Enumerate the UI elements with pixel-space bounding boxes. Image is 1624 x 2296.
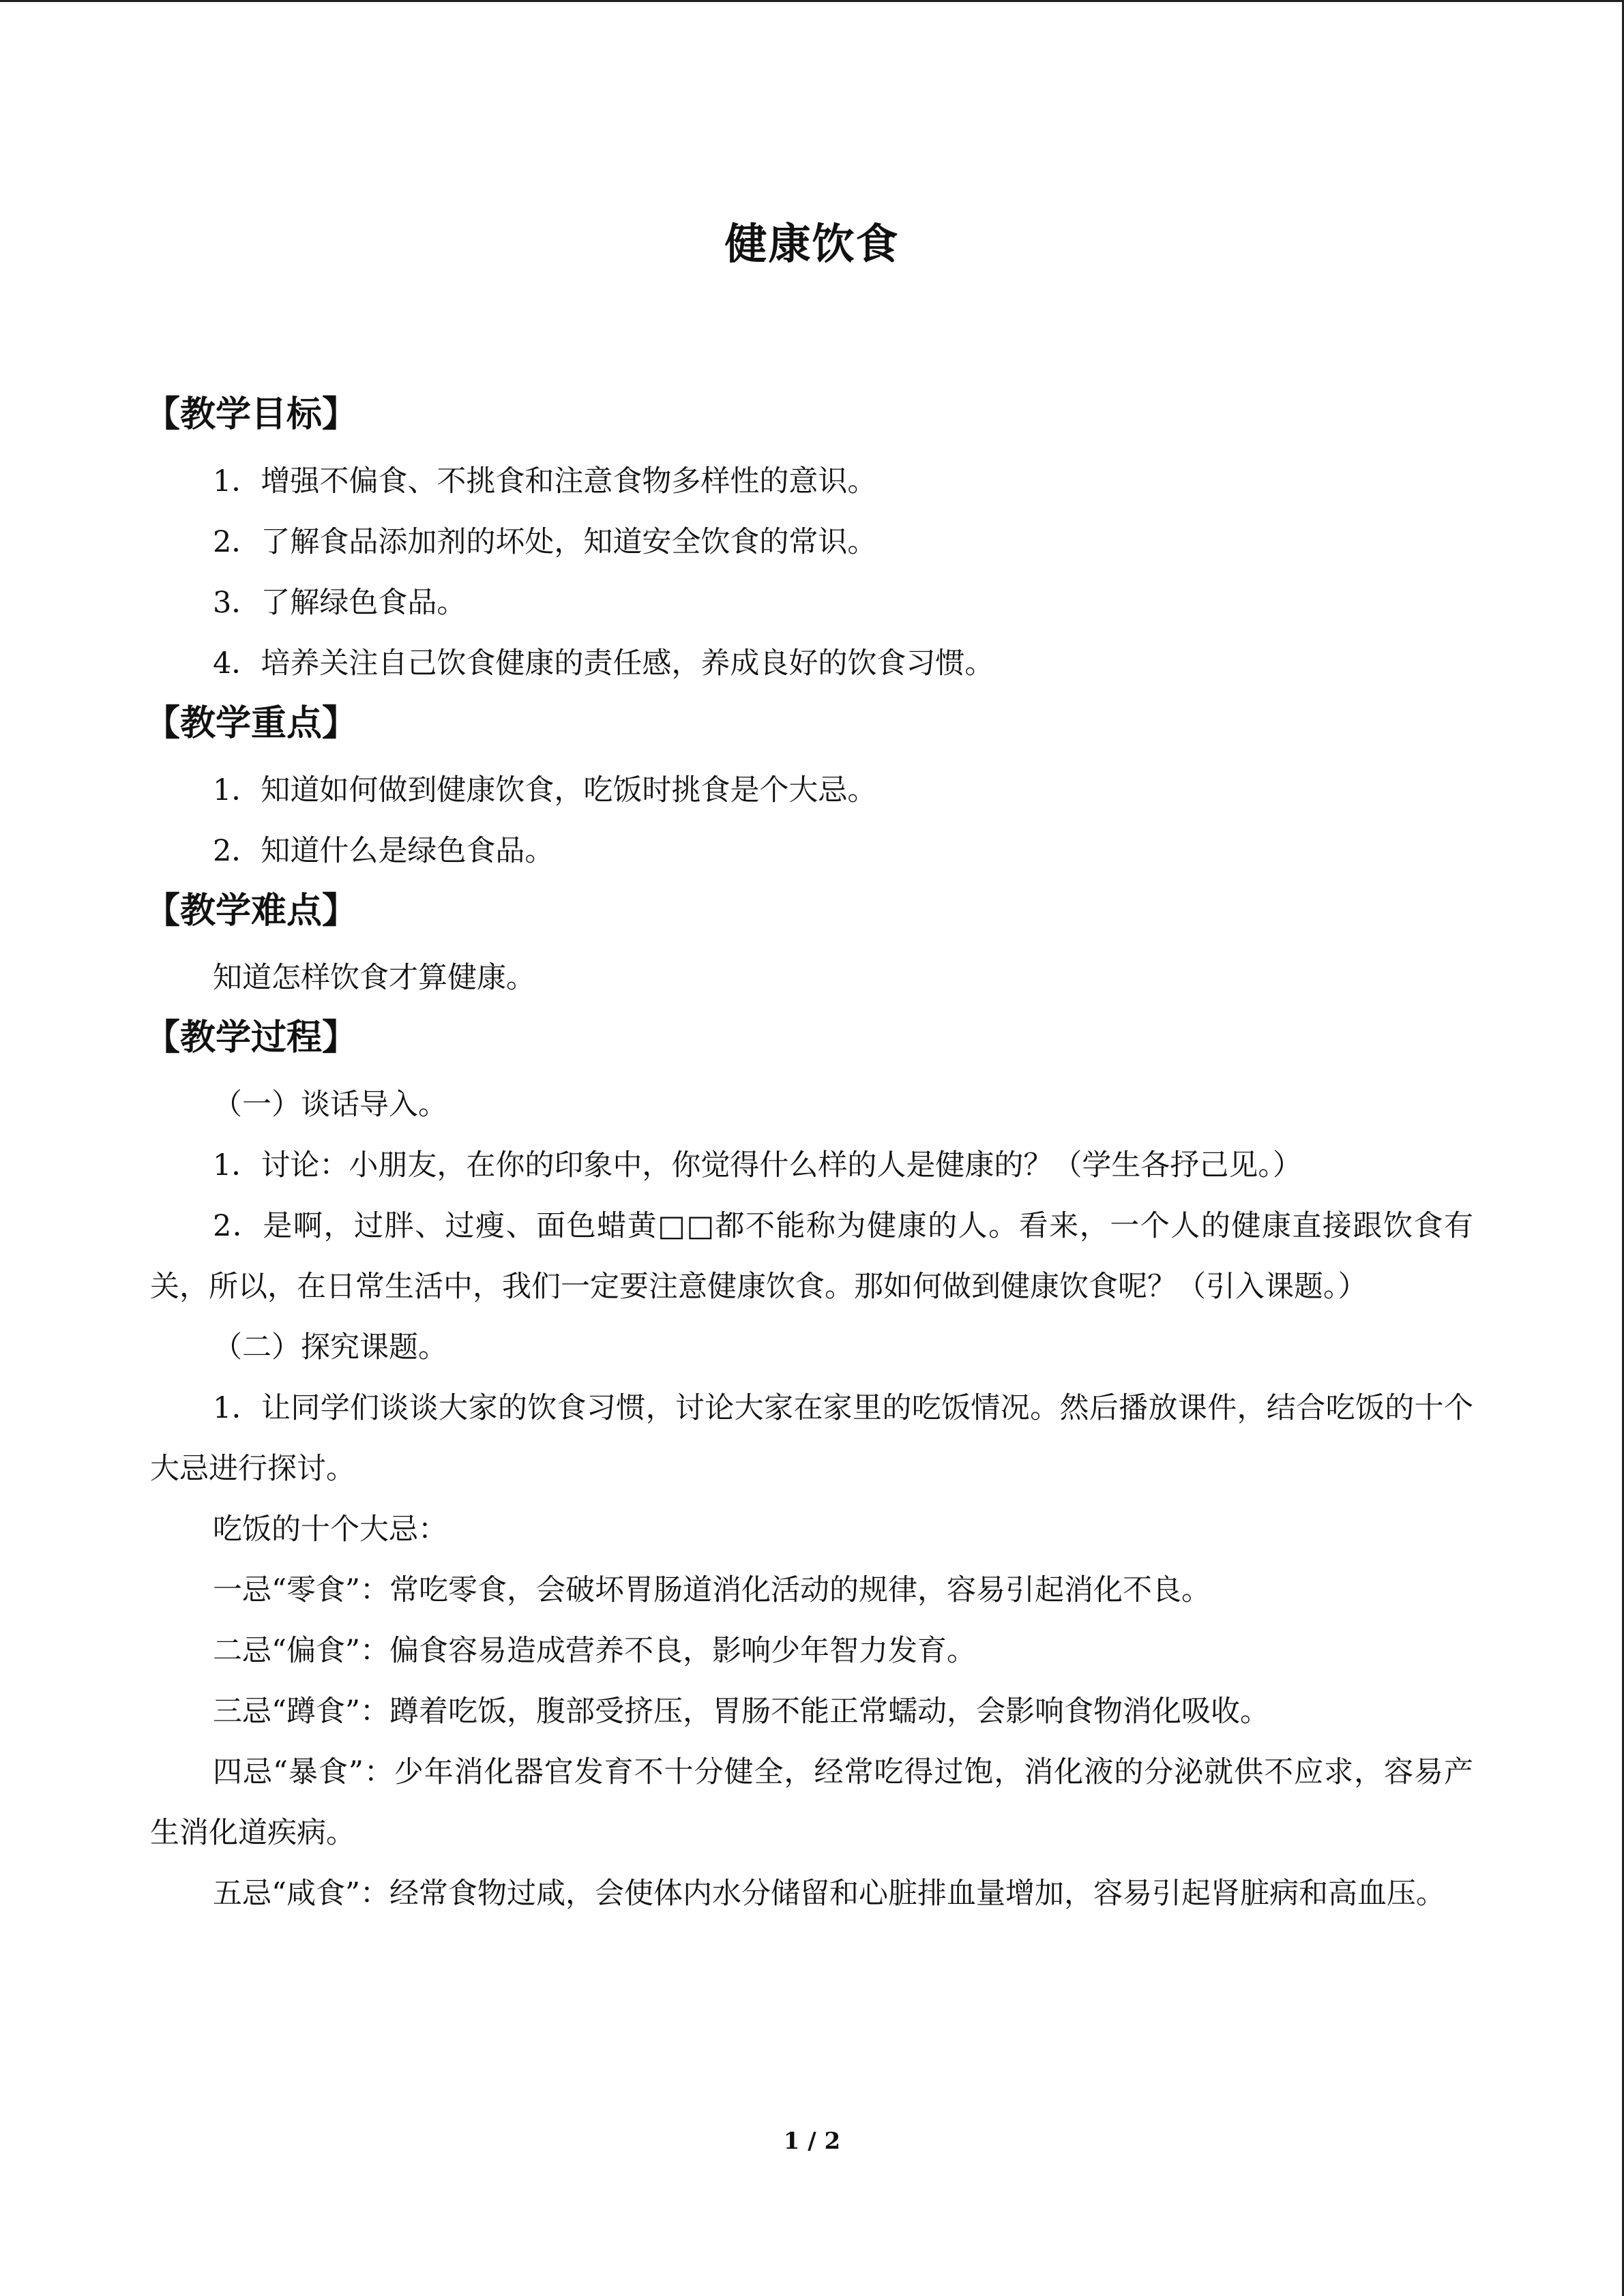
paragraph: 2．了解食品添加剂的坏处，知道安全饮食的常识。 [213,525,877,559]
paragraph: 1．增强不偏食、不挑食和注意食物多样性的意识。 [213,464,877,498]
paragraph: 2．知道什么是绿色食品。 [213,834,555,868]
paragraph: 一忌“零食”：常吃零食，会破坏胃肠道消化活动的规律，容易引起消化不良。 [213,1573,1211,1607]
page-number: 1 / 2 [783,2128,841,2155]
section-key-points [145,694,1473,882]
paragraph: （二）探究课题。 [213,1330,447,1365]
section-heading: 【教学重点】 [145,702,358,744]
paragraph: 1．知道如何做到健康饮食，吃饭时挑食是个大忌。 [213,773,877,807]
paragraph: 四忌“暴食”：少年消化器官发育不十分健全，经常吃得过饱，消化液的分泌就供不应求，容易产生消化道疾病。 [150,1755,1473,1850]
paragraph: 三忌“蹲食”：蹲着吃饭，腹部受挤压，胃肠不能正常蠕动，会影响食物消化吸收。 [213,1695,1269,1729]
paragraph: 吃饭的十个大忌： [213,1512,447,1547]
paragraph: （一）谈话导入。 [213,1088,447,1122]
paragraph: 二忌“偏食”：偏食容易造成营养不良，影响少年智力发育。 [213,1634,976,1668]
document-title: 健康饮食 [724,219,900,269]
section-heading: 【教学目标】 [145,393,358,435]
paragraph: 1．讨论：小朋友，在你的印象中，你觉得什么样的人是健康的？（学生各抒己见。） [213,1148,1302,1182]
paragraph: 2．是啊，过胖、过瘦、面色蜡黄□□都不能称为健康的人。看来，一个人的健康直接跟饮食有关，所以，在日常生活中，我们一定要注意健康饮食。那如何做到健康饮食呢？（引入课题。） [150,1209,1473,1304]
section-teaching-objectives [145,385,1473,694]
section-teaching-process [145,1009,1473,1924]
paragraph: 4．培养关注自己饮食健康的责任感，养成良好的饮食习惯。 [213,646,994,681]
paragraph: 3．了解绿色食品。 [213,586,467,620]
section-heading: 【教学过程】 [145,1017,358,1058]
paragraph: 五忌“咸食”：经常食物过咸，会使体内水分储留和心脏排血量增加，容易引起肾脏病和高血压。 [213,1877,1445,1911]
paragraph: 知道怎样饮食才算健康。 [213,961,535,995]
section-difficult-points [145,882,1473,1009]
section-heading: 【教学难点】 [145,890,358,931]
paragraph: 1．让同学们谈谈大家的饮食习惯，讨论大家在家里的吃饭情况。然后播放课件，结合吃饭的十个大忌进行探讨。 [150,1391,1473,1486]
document-body [145,385,1473,1924]
